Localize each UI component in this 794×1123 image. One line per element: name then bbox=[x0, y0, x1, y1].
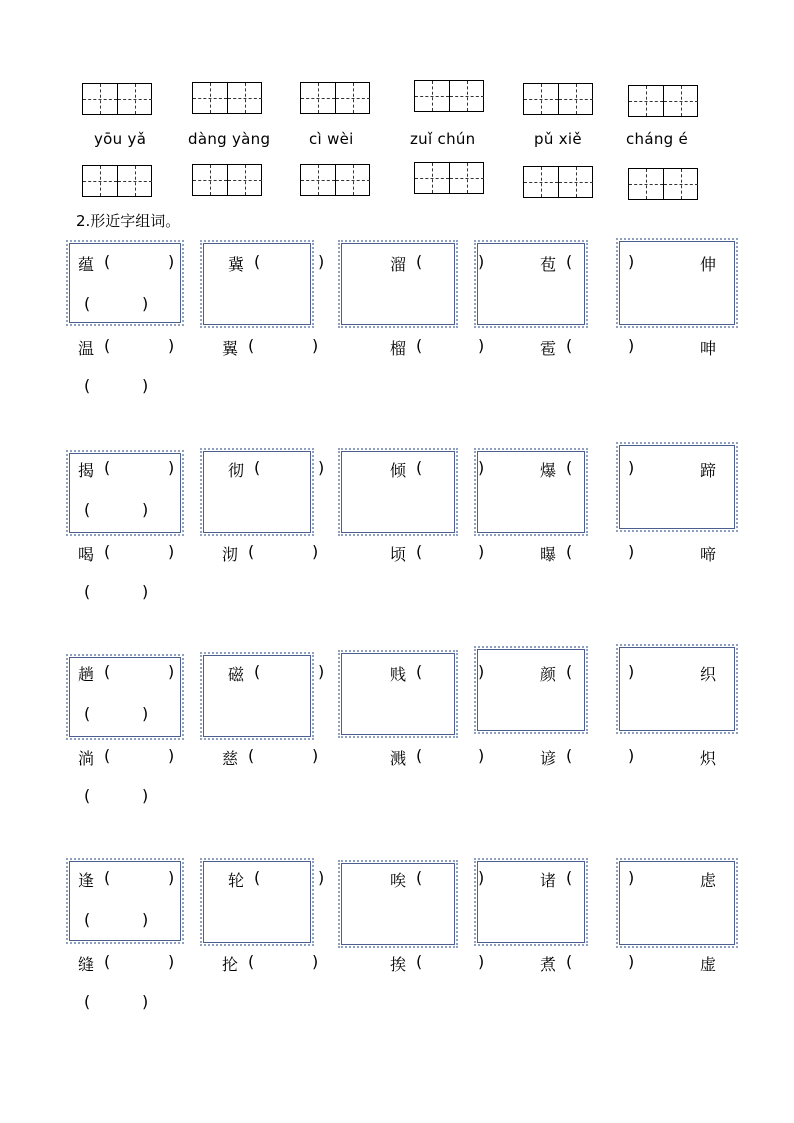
character-bottom: 雹 bbox=[540, 339, 557, 358]
pinyin-label: yōu yǎ bbox=[94, 130, 147, 148]
character-top: 织 bbox=[700, 665, 717, 684]
pinyin-label: dàng yàng bbox=[188, 130, 271, 148]
close-paren: ) bbox=[168, 868, 175, 887]
writing-grid[interactable] bbox=[300, 164, 370, 196]
character-top: 蹄 bbox=[700, 461, 717, 480]
character-top: 伸 bbox=[700, 255, 717, 274]
open-paren: ( bbox=[84, 500, 91, 519]
close-paren: ) bbox=[142, 704, 149, 723]
close-paren: ) bbox=[318, 458, 325, 477]
open-paren: ( bbox=[104, 952, 111, 971]
character-bottom: 啼 bbox=[700, 545, 717, 564]
open-paren: ( bbox=[416, 336, 423, 355]
open-paren: ( bbox=[104, 252, 111, 271]
close-paren: ) bbox=[478, 868, 485, 887]
answer-frame[interactable] bbox=[474, 646, 588, 734]
pinyin-label: cháng é bbox=[626, 130, 689, 148]
close-paren: ) bbox=[478, 662, 485, 681]
character-bottom: 慈 bbox=[222, 749, 239, 768]
open-paren: ( bbox=[566, 542, 573, 561]
pinyin-label: zuǐ chún bbox=[410, 130, 476, 148]
close-paren: ) bbox=[168, 746, 175, 765]
close-paren: ) bbox=[142, 992, 149, 1011]
pinyin-label: pǔ xiě bbox=[534, 130, 582, 148]
close-paren: ) bbox=[628, 336, 635, 355]
writing-grid[interactable] bbox=[523, 166, 593, 198]
open-paren: ( bbox=[104, 336, 111, 355]
character-top: 虑 bbox=[700, 871, 717, 890]
open-paren: ( bbox=[416, 746, 423, 765]
close-paren: ) bbox=[478, 952, 485, 971]
open-paren: ( bbox=[84, 376, 91, 395]
character-top: 颜 bbox=[540, 665, 557, 684]
character-bottom: 榴 bbox=[390, 339, 407, 358]
open-paren: ( bbox=[416, 868, 423, 887]
open-paren: ( bbox=[254, 252, 261, 271]
close-paren: ) bbox=[142, 786, 149, 805]
close-paren: ) bbox=[168, 952, 175, 971]
answer-frame[interactable] bbox=[616, 644, 738, 734]
character-bottom: 抡 bbox=[222, 955, 239, 974]
open-paren: ( bbox=[416, 542, 423, 561]
close-paren: ) bbox=[478, 336, 485, 355]
close-paren: ) bbox=[628, 746, 635, 765]
close-paren: ) bbox=[168, 336, 175, 355]
character-top: 趟 bbox=[78, 665, 95, 684]
close-paren: ) bbox=[168, 662, 175, 681]
character-top: 苞 bbox=[540, 255, 557, 274]
writing-grid[interactable] bbox=[192, 82, 262, 114]
character-bottom: 淌 bbox=[78, 749, 95, 768]
character-bottom: 顷 bbox=[390, 545, 407, 564]
open-paren: ( bbox=[566, 868, 573, 887]
character-top: 蕴 bbox=[78, 255, 95, 274]
open-paren: ( bbox=[104, 868, 111, 887]
character-bottom: 炽 bbox=[700, 749, 717, 768]
close-paren: ) bbox=[318, 662, 325, 681]
writing-grid[interactable] bbox=[300, 82, 370, 114]
close-paren: ) bbox=[142, 376, 149, 395]
writing-grid[interactable] bbox=[82, 165, 152, 197]
close-paren: ) bbox=[628, 952, 635, 971]
close-paren: ) bbox=[628, 868, 635, 887]
writing-grid[interactable] bbox=[628, 85, 698, 117]
character-bottom: 翼 bbox=[222, 339, 239, 358]
character-top: 冀 bbox=[228, 255, 245, 274]
close-paren: ) bbox=[628, 662, 635, 681]
character-top: 溜 bbox=[390, 255, 407, 274]
answer-frame[interactable] bbox=[616, 238, 738, 328]
open-paren: ( bbox=[248, 746, 255, 765]
character-bottom: 呻 bbox=[700, 339, 717, 358]
character-top: 唉 bbox=[390, 871, 407, 890]
close-paren: ) bbox=[318, 252, 325, 271]
character-top: 彻 bbox=[228, 461, 245, 480]
close-paren: ) bbox=[142, 910, 149, 929]
open-paren: ( bbox=[84, 910, 91, 929]
open-paren: ( bbox=[254, 662, 261, 681]
character-bottom: 虚 bbox=[700, 955, 717, 974]
close-paren: ) bbox=[312, 542, 319, 561]
open-paren: ( bbox=[248, 542, 255, 561]
close-paren: ) bbox=[142, 500, 149, 519]
character-top: 贱 bbox=[390, 665, 407, 684]
writing-grid[interactable] bbox=[82, 83, 152, 115]
close-paren: ) bbox=[318, 868, 325, 887]
character-bottom: 煮 bbox=[540, 955, 557, 974]
close-paren: ) bbox=[142, 294, 149, 313]
close-paren: ) bbox=[312, 746, 319, 765]
open-paren: ( bbox=[104, 458, 111, 477]
open-paren: ( bbox=[84, 992, 91, 1011]
close-paren: ) bbox=[168, 252, 175, 271]
character-top: 爆 bbox=[540, 461, 557, 480]
open-paren: ( bbox=[566, 746, 573, 765]
open-paren: ( bbox=[416, 952, 423, 971]
character-top: 磁 bbox=[228, 665, 245, 684]
close-paren: ) bbox=[478, 458, 485, 477]
close-paren: ) bbox=[478, 252, 485, 271]
writing-grid[interactable] bbox=[192, 164, 262, 196]
open-paren: ( bbox=[248, 952, 255, 971]
pinyin-label: cì wèi bbox=[309, 130, 354, 148]
character-bottom: 温 bbox=[78, 339, 95, 358]
open-paren: ( bbox=[566, 662, 573, 681]
writing-grid[interactable] bbox=[628, 168, 698, 200]
open-paren: ( bbox=[84, 704, 91, 723]
writing-grid[interactable] bbox=[523, 83, 593, 115]
open-paren: ( bbox=[84, 294, 91, 313]
character-bottom: 溅 bbox=[390, 749, 407, 768]
open-paren: ( bbox=[84, 582, 91, 601]
character-bottom: 缝 bbox=[78, 955, 95, 974]
character-bottom: 曝 bbox=[540, 545, 557, 564]
close-paren: ) bbox=[478, 746, 485, 765]
close-paren: ) bbox=[312, 336, 319, 355]
close-paren: ) bbox=[628, 458, 635, 477]
answer-frame[interactable] bbox=[616, 858, 738, 948]
section-title: 2.形近字组词。 bbox=[76, 212, 181, 230]
writing-grid[interactable] bbox=[414, 162, 484, 194]
close-paren: ) bbox=[478, 542, 485, 561]
character-top: 倾 bbox=[390, 461, 407, 480]
open-paren: ( bbox=[416, 458, 423, 477]
character-bottom: 谚 bbox=[540, 749, 557, 768]
close-paren: ) bbox=[168, 542, 175, 561]
open-paren: ( bbox=[104, 746, 111, 765]
character-top: 揭 bbox=[78, 461, 95, 480]
open-paren: ( bbox=[566, 952, 573, 971]
open-paren: ( bbox=[104, 542, 111, 561]
close-paren: ) bbox=[168, 458, 175, 477]
open-paren: ( bbox=[566, 458, 573, 477]
open-paren: ( bbox=[254, 868, 261, 887]
character-bottom: 挨 bbox=[390, 955, 407, 974]
open-paren: ( bbox=[254, 458, 261, 477]
open-paren: ( bbox=[566, 252, 573, 271]
character-bottom: 沏 bbox=[222, 545, 239, 564]
character-bottom: 喝 bbox=[78, 545, 95, 564]
character-top: 逢 bbox=[78, 871, 95, 890]
answer-frame[interactable] bbox=[616, 442, 738, 532]
open-paren: ( bbox=[416, 662, 423, 681]
close-paren: ) bbox=[142, 582, 149, 601]
close-paren: ) bbox=[312, 952, 319, 971]
open-paren: ( bbox=[566, 336, 573, 355]
open-paren: ( bbox=[416, 252, 423, 271]
close-paren: ) bbox=[628, 252, 635, 271]
open-paren: ( bbox=[104, 662, 111, 681]
character-top: 轮 bbox=[228, 871, 245, 890]
close-paren: ) bbox=[628, 542, 635, 561]
writing-grid[interactable] bbox=[414, 80, 484, 112]
open-paren: ( bbox=[248, 336, 255, 355]
open-paren: ( bbox=[84, 786, 91, 805]
character-top: 诸 bbox=[540, 871, 557, 890]
